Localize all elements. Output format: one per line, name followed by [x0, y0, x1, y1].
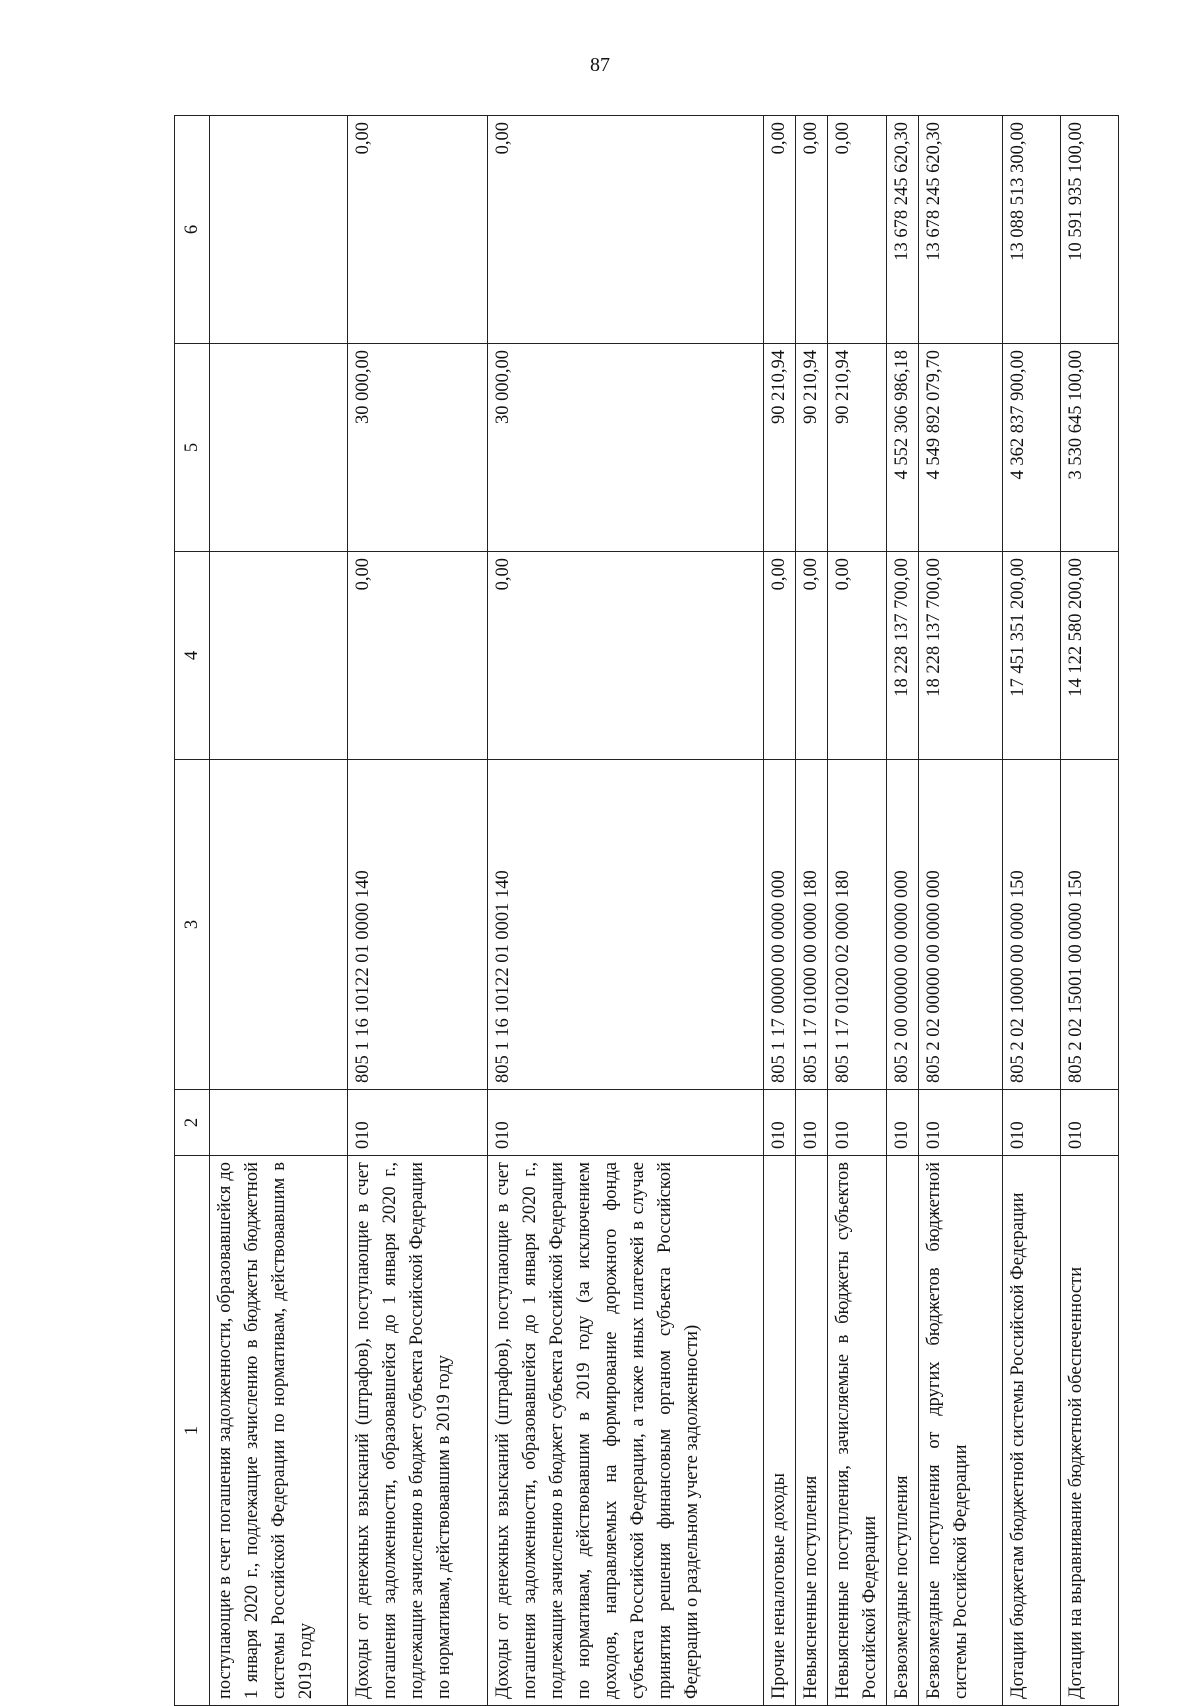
row-budget-code: 805 2 02 15001 00 0000 150	[1061, 760, 1119, 1090]
row-col5: 3 530 645 100,00	[1061, 344, 1119, 552]
row-col5: 30 000,00	[348, 344, 488, 552]
row-line-code: 010	[1003, 1090, 1061, 1156]
row-name: Прочие неналоговые доходы	[764, 1156, 796, 1706]
table-row	[488, 116, 764, 1706]
row-col6: 0,00	[488, 116, 764, 344]
header-col-2: 2	[175, 1090, 210, 1156]
row-line-code: 010	[828, 1090, 887, 1156]
row-name: Дотации бюджетам бюджетной системы Российской Федерации	[1003, 1156, 1061, 1706]
row-col4: 0,00	[796, 552, 828, 760]
row-col6: 0,00	[764, 116, 796, 344]
row-col5: 90 210,94	[828, 344, 887, 552]
row-line-code: 010	[764, 1090, 796, 1156]
row-col6	[210, 116, 348, 344]
row-col5	[210, 344, 348, 552]
row-line-code: 010	[348, 1090, 488, 1156]
row-col5: 90 210,94	[796, 344, 828, 552]
row-budget-code: 805 1 16 10122 01 0000 140	[348, 760, 488, 1090]
row-name: Безвозмездные поступления от других бюджетов бюджетной системы Российской Федерации	[919, 1156, 1003, 1706]
header-col-1: 1	[175, 1156, 210, 1706]
page-number: 87	[590, 54, 610, 76]
header-row	[175, 116, 210, 1706]
table-row	[796, 116, 828, 1706]
row-col6: 0,00	[828, 116, 887, 344]
row-line-code: 010	[1061, 1090, 1119, 1156]
row-name: Доходы от денежных взысканий (штрафов), поступающие в счет погашения задолженности, образовавшейся до 1 января 2020 г., подлежащие зачислению в бюджет субъекта Российской Федерации по нормативам, действовавшим в 2019 году (за исключением доходов, направляемых на формирование дорожного фонда субъекта Российской Федерации, а также иных платежей в случае принятия решения финансовым органом субъекта Российской Федерации о раздельном учете задолженности)	[488, 1156, 764, 1706]
table-row	[348, 116, 488, 1706]
row-col4: 0,00	[828, 552, 887, 760]
row-line-code: 010	[488, 1090, 764, 1156]
row-name: Дотации на выравнивание бюджетной обеспеченности	[1061, 1156, 1119, 1706]
row-budget-code: 805 1 17 01020 02 0000 180	[828, 760, 887, 1090]
table-row	[1003, 116, 1061, 1706]
row-col5: 90 210,94	[764, 344, 796, 552]
header-col-5: 5	[175, 344, 210, 552]
row-col5: 30 000,00	[488, 344, 764, 552]
row-col4: 0,00	[764, 552, 796, 760]
row-col4: 0,00	[488, 552, 764, 760]
row-col5: 4 362 837 900,00	[1003, 344, 1061, 552]
row-name: Доходы от денежных взысканий (штрафов), поступающие в счет погашения задолженности, образовавшейся до 1 января 2020 г., подлежащие зачислению в бюджет субъекта Российской Федерации по нормативам, действовавшим в 2019 году	[348, 1156, 488, 1706]
row-col5: 4 549 892 079,70	[919, 344, 1003, 552]
row-col4	[210, 552, 348, 760]
row-col6: 0,00	[796, 116, 828, 344]
row-col4: 17 451 351 200,00	[1003, 552, 1061, 760]
table-row	[764, 116, 796, 1706]
header-col-6: 6	[175, 116, 210, 344]
table-row	[887, 116, 919, 1706]
row-budget-code	[210, 760, 348, 1090]
row-name: Невыясненные поступления, зачисляемые в бюджеты субъектов Российской Федерации	[828, 1156, 887, 1706]
row-col6: 13 678 245 620,30	[919, 116, 1003, 344]
row-budget-code: 805 2 02 00000 00 0000 000	[919, 760, 1003, 1090]
row-col4: 14 122 580 200,00	[1061, 552, 1119, 760]
row-budget-code: 805 1 17 00000 00 0000 000	[764, 760, 796, 1090]
row-line-code	[210, 1090, 348, 1156]
table-row	[210, 116, 348, 1706]
table-row	[1061, 116, 1119, 1706]
row-col6: 0,00	[348, 116, 488, 344]
row-budget-code: 805 2 02 10000 00 0000 150	[1003, 760, 1061, 1090]
row-col6: 13 678 245 620,30	[887, 116, 919, 344]
row-budget-code: 805 1 16 10122 01 0001 140	[488, 760, 764, 1090]
row-col5: 4 552 306 986,18	[887, 344, 919, 552]
row-budget-code: 805 2 00 00000 00 0000 000	[887, 760, 919, 1090]
row-name: Безвозмездные поступления	[887, 1156, 919, 1706]
header-col-3: 3	[175, 760, 210, 1090]
row-line-code: 010	[887, 1090, 919, 1156]
row-name: Невыясненные поступления	[796, 1156, 828, 1706]
revenue-table	[174, 115, 1119, 1706]
row-col4: 0,00	[348, 552, 488, 760]
row-line-code: 010	[919, 1090, 1003, 1156]
rotated-table-container	[174, 116, 1119, 1706]
table-row	[828, 116, 887, 1706]
row-budget-code: 805 1 17 01000 00 0000 180	[796, 760, 828, 1090]
row-line-code: 010	[796, 1090, 828, 1156]
row-col4: 18 228 137 700,00	[887, 552, 919, 760]
row-col4: 18 228 137 700,00	[919, 552, 1003, 760]
table-row	[919, 116, 1003, 1706]
header-col-4: 4	[175, 552, 210, 760]
row-col6: 10 591 935 100,00	[1061, 116, 1119, 344]
row-col6: 13 088 513 300,00	[1003, 116, 1061, 344]
row-name: поступающие в счет погашения задолженности, образовавшейся до 1 января 2020 г., подлежащие зачислению в бюджеты бюджетной системы Российской Федерации по нормативам, действовавшим в 2019 году	[210, 1156, 348, 1706]
